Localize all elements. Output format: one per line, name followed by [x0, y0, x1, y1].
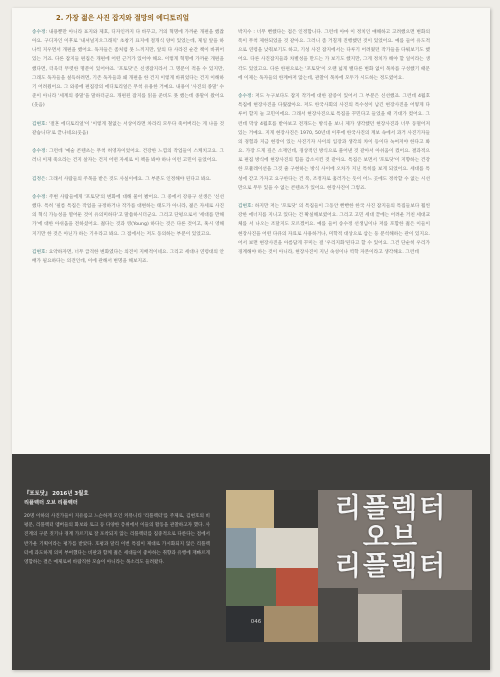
paragraph-text: 박지수 : 너무 뻔했다는 점은 인정합니다. 그런데 아마 이 정치인 얘해하고 고려했으면 변화의 폭이 무척 제한되었을 것 같아요. 그러니 좀 거칠게 진행했던 것이 있었어요. 예를 들어 유도적으로 연령을 낮춰보기도 하고, 기성 사진 잡지에서는 다루기 어려웠던 작가들을 다뤄보기도 했어요. 다른 사진잡지들과 차별성을 만드는 가 보기도 했지만, 그게 정치가 해야 할 일이라는 생각도 있었고요. 다른 한편으로는 '포토닷'이 오랜 넓게 밸다른 변화 없이 목차를 구성했기 때문에 이제는 독자들의 한계마저 않는데, 관찰이 목차에 모두가 시도하는 정도였어요. — [238, 30, 430, 81]
speaker-name: 김현호 — [32, 249, 46, 255]
paragraph — [32, 248, 224, 266]
speaker-name: 김정은 — [32, 176, 46, 182]
paragraph-text: : 저도 누구보다도 잡지 작가에 대한 갈증이 있어서 그 부분은 신선했죠. 그런데 4월호 특집에 현장사진을 다뤘잖아요. 저도 한국사회의 사진의 특수성이 남긴 현장사진을 어떻게 다루어 할지 늘 고민이에요. 그래서 현장사진으로 특집을 꾸민다고 들었을 때 기대가 컸어요. 그런데 막상 4월호를 받아보고 전개도는 방식을 보니 제가 생각했던 현장사진과 너무 동떨어져 있는 거예요. 지게 현장사진은 1970, 50년대 이후에 한국사진의 계보 속에서 과거 사진기자들의 경험과 지금 현장이 있는 사진기자 사이의 입장과 생각의 차이 등이다 녹여져야 한다고 봐요. 가장 드게 깊은 소재인데, 경상적인 방식으로 풀어낸 것 같아서 아쉬움이 컸어요. 결과적으로 편집 방식에 현장사진의 힘을 감소시킨 것 같아요. 특집은 보면서 '포토닷'이 지향하는 건강한 포퓰레이션을 그것 줄 구현하는 방식 사이에 오차가 지닌 특히를 보게 되었어요. 세대를 특성에 갇고 가자고 요구한다는 건 폭, 조정자로 흘러가는 듯이 어느 곳에도 정착할 수 없는 시선만으로 무두 있을 수 없는 콘텐츠가 있어요. 현장사진이 그렇죠. — [238, 94, 430, 191]
collage-title: 리플렉터 오브 리플렉터 — [334, 493, 448, 582]
paragraph — [32, 147, 224, 165]
article-right-column — [238, 28, 430, 458]
paragraph — [32, 120, 224, 138]
paragraph — [32, 193, 224, 239]
section-heading: 2. 가장 젊은 사진 잡지와 절망의 에디토리얼 — [56, 14, 190, 22]
speaker-name: 김현호 — [32, 121, 46, 127]
magazine-page — [12, 8, 490, 670]
paragraph-text: : 요약하자면, 너무 급격한 변화였다는 의견이 지배적이네요. 그리고 세대나 연령대의 안배가 필요하다는 의견인데, 이에 관해서 변명을 해보지죠. — [32, 249, 224, 265]
sidebar-title: 『포토닷』 2016년 3월호 — [24, 491, 89, 497]
paragraph-text: : 내용뿐만 아니라 표지와 제호, 디자인까지 다 바꾸고, 거의 혁명에 가까운 개편을 했잖아요. 구디자인 이후로 '내셔널지오그래픽' 초창기 표지에 절개식 양이 있었는데, 제일 앞을 하나씩 지우면서 개편을 했어요. 독자들은 좀처럼 못 느끼지만, 앞의 다 사라진 순간 책이 바뀌어 있는 거죠. 다른 잡지들 편집은 개편에 어떤 근거가 있어야 해요. 이렇게 혁명에 가까운 개편을 했다면, 더욱더 뚜렷한 명분이 있어야죠. '포토닷'은 신생잡지라서 그 명분이 적을 수 있지만, 그래도 독자들을 설득하려면, 기존 독자들과 왜 개편을 한 건지 이렇게 바뀌었다는 건지 이해하기 어려웠어요. 그 와중에 편집장의 에디토리얼은 무척 유용한 거예요. 내용이 '사진의 종말' 수준이 아니라 '세계의 종말'을 말하더군요. 개편된 잡지를 읽을 준비도 못 했는데 종말이 왔어요(웃음) — [32, 30, 224, 109]
speaker-name: 송수정 — [32, 149, 46, 155]
sidebar-subtitle: 리플렉터 오브 리플렉터 — [24, 500, 78, 506]
speaker-name: 송수정 — [32, 30, 46, 35]
speaker-name: 송수정 — [238, 94, 252, 100]
paragraph — [32, 28, 224, 110]
paragraph — [238, 202, 430, 257]
speaker-name: 송수정 — [32, 194, 46, 200]
paragraph-text: : '절혼 에디토리얼'이 '이렇게 철없는 서상이라면 차라리 모두다 죽어버리는 게 나을 것 같습니다'로 끝나네요(웃음) — [32, 121, 224, 136]
sidebar-box — [12, 454, 490, 670]
sidebar-body: 20명 이하의 사진가들이 지유롭고 느슨하게 모인 커뮤니티 '리플렉터'를 주제로, 김현호의 비평문, 리플렉터 멤버들의 화보와 토크 등 다양한 층위에서 이들의 활동을 관찰하고자 했다. 사진계의 구분 짓기나 경계 가르기로 잘 포착되지 않는 리플렉터를 집중적으로 다룬다는 점에서 반가운 기획이라는 평가를 받았다. 호평과 달리 이번 특집이 제대로 가시화되지 않은 리플렉터에 과도하게 의미 부여했다는 비판과 함께 젊은 세대들이 좋아하는 취향과 유행에 재빠르게 영합하는 결은 예제로써 바람직한 모습이 아니라는 목소리도 들려왔다. — [24, 514, 210, 566]
article-left-column — [32, 28, 224, 458]
paragraph-text: : 하지만 저는 '포토닷' 의 특집들이 그동안 빤빤한 한국 사진 잡지들의 특집들보다 훨씬 강한 에너지를 지니고 있다는 건 확실해보였어요. 그리고 고민 세대 끝에는 어려운 거친 세대교체를 서 나오는 조달지도 모르겠어요. 예를 들어 송수정 선생님이나 저를 포함한 젊은 이들이 현장사진을 어떤 다큐의 자료로 사용하거나, 미학적 대상으로 삼는 둥 분석해하는 관이 있지요. 어서 보면 현장사진을 아름답게 꾸미는 걸 '우리지화'된다고 할 수 있어요. 그건 단순히 우리가 경계해야 하는 것이 아니라, 현장사진이 지닌 속성이나 역학 자본이라고 생각해요. 그런데 — [238, 204, 430, 255]
paragraph — [238, 28, 430, 83]
paragraph-text: : 주변 사람들에게 '포토닷'의 변화에 대해 물어 봤어요. 그 중에서 강용구 선생은 '신선했다. 특히 '필름 특집은 작업을 규정하거나 작가를 대변하는 태도가 아니라, 젊은 자세로 사진의 혁식 가능성을 열어둔 것이 유의미하다'고 말씀하시더군요. 그리고 단평으로서 '세대를 만해가'에 대한 아쉬움을 전하셨어요. 젊다는 것과 영(Young) 하다는 것은 다른 것이고, 혹시 영해지기만 한 것은 아닌가 하는 기우라고 봐요. 그 점에서는 저도 동의하는 부분이 있었고요. — [32, 194, 224, 237]
paragraph-text: : 그런데 '예술 콘텐츠는 무척 허영자이었어요. 건강한 느낌의 작업들이 스케치고요. 그러니 이제 죽으라는 건지 살자는 건지 어떤 자세로 이 책을 봐야 하나 이런 고민이 들었어요. — [32, 149, 224, 164]
paragraph — [238, 92, 430, 193]
speaker-name: 김현호 — [238, 204, 252, 210]
paragraph-text: : 그래서 사람들의 주목을 받은 것도 사실이에요. 그 부분도 인정해야 된다고 봐요. — [45, 176, 212, 182]
page-number: 046 — [250, 619, 262, 625]
paragraph — [32, 175, 224, 184]
